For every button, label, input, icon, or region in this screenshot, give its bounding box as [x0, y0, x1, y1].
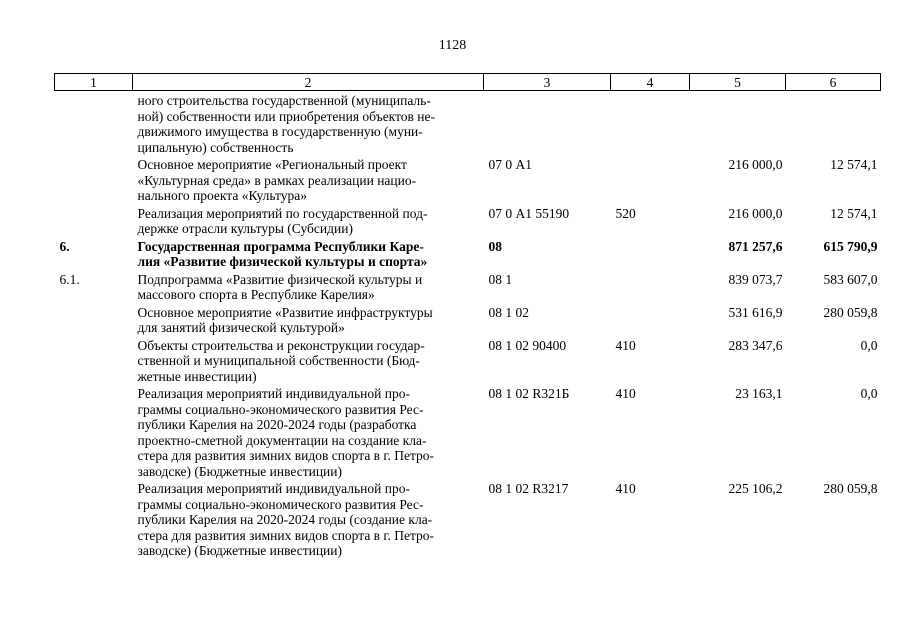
row-amount-col5: 531 616,9 [728, 304, 783, 320]
row-number [55, 303, 133, 336]
row-code: 08 1 02 [488, 304, 529, 320]
row-name: Основное мероприятие «Региональный проект «Культурная среда» в рамках реализации нацио- нального проекта «Культура» [137, 157, 417, 203]
column-header-1: 1 [55, 74, 133, 91]
row-number [55, 155, 133, 204]
row-amount-col6: 0,0 [860, 337, 878, 353]
row-expense-type [611, 303, 690, 336]
row-amount-col5: 871 257,6 [728, 238, 783, 254]
row-number [55, 384, 133, 479]
row-number [55, 479, 133, 559]
row-number: 6. [59, 238, 70, 254]
row-name: Реализация мероприятий индивидуальной про- граммы социально-экономического развития Рес- публики Карелия на 2020-2024 годы (создание кла- стера для развития зимних видов спорта в г. Петро- заводске) (Бюджетные инвестиции) [137, 481, 434, 558]
row-amount-col5: 839 073,7 [728, 271, 783, 287]
row-amount-col6: 12 574,1 [830, 205, 878, 221]
row-amount-col6 [786, 91, 881, 156]
row-number [55, 91, 133, 156]
row-amount-col6: 280 059,8 [823, 304, 878, 320]
table-row [55, 303, 881, 336]
row-amount-col6: 0,0 [860, 386, 878, 401]
row-code: 08 1 02 R3217 [488, 481, 569, 496]
row-number [55, 204, 133, 237]
table-row [55, 155, 881, 204]
row-name: Реализация мероприятий по государственной под- держке отрасли культуры (Субсидии) [137, 205, 428, 236]
row-expense-type [611, 155, 690, 204]
row-code [484, 91, 611, 156]
row-amount-col6: 583 607,0 [823, 271, 878, 287]
row-code: 08 1 [488, 271, 513, 287]
row-name: Реализация мероприятий индивидуальной про- граммы социально-экономического развития Рес- публики Карелия на 2020-2024 годы (разработка проектно-сметной документации на создание кла- стера для развития зимних видов спорта в г. Петро- заводске) (Бюджетные инвестиции) [137, 386, 434, 479]
row-amount-col5: 216 000,0 [728, 157, 783, 172]
row-amount-col6: 12 574,1 [830, 157, 878, 172]
table-row [55, 91, 881, 156]
row-code: 07 0 А1 [488, 157, 532, 172]
row-expense-type [611, 91, 690, 156]
row-expense-type: 410 [615, 386, 636, 401]
column-header-2: 2 [133, 74, 484, 91]
row-expense-type: 520 [615, 205, 636, 221]
column-header-4: 4 [611, 74, 690, 91]
row-code: 07 0 А1 55190 [488, 205, 570, 221]
row-name: Объекты строительства и реконструкции государ- ственной и муниципальной собственности (Бюд- жетные инвестиции) [137, 337, 425, 384]
row-amount-col6: 280 059,8 [823, 481, 878, 496]
row-amount-col5: 283 347,6 [728, 337, 783, 353]
row-name: Основное мероприятие «Развитие инфраструктуры для занятий физической культурой» [137, 304, 433, 335]
table-row [55, 270, 881, 303]
table-header-row [55, 74, 881, 91]
row-expense-type [611, 237, 690, 270]
table-row [55, 237, 881, 270]
row-name: ного строительства государственной (муниципаль- ной) собственности или приобретения объектов не- движимого имущества в государственную (муни- ципальную) собственность [137, 93, 436, 155]
table-row [55, 384, 881, 479]
row-expense-type [611, 270, 690, 303]
row-code: 08 1 02 90400 [488, 337, 567, 353]
row-number: 6.1. [59, 271, 80, 287]
table-body [55, 91, 881, 559]
column-header-6: 6 [786, 74, 881, 91]
row-code: 08 1 02 R321Б [488, 386, 570, 401]
column-header-3: 3 [484, 74, 611, 91]
row-expense-type: 410 [615, 481, 636, 496]
row-code: 08 [488, 238, 502, 254]
budget-table [54, 73, 881, 559]
column-header-5: 5 [690, 74, 786, 91]
row-name: Подпрограмма «Развитие физической культуры и массового спорта в Республике Карелия» [137, 271, 423, 302]
row-amount-col5: 225 106,2 [728, 481, 783, 496]
row-amount-col5: 23 163,1 [735, 386, 783, 401]
table-row [55, 204, 881, 237]
row-amount-col5 [690, 91, 786, 156]
row-name: Государственная программа Республики Каре- лия «Развитие физической культуры и спорта» [137, 238, 428, 269]
row-amount-col5: 216 000,0 [728, 205, 783, 221]
row-amount-col6: 615 790,9 [823, 238, 878, 254]
row-number [55, 336, 133, 385]
page-number: 1128 [438, 38, 467, 53]
table-row [55, 479, 881, 559]
row-expense-type: 410 [615, 337, 636, 353]
table-row [55, 336, 881, 385]
